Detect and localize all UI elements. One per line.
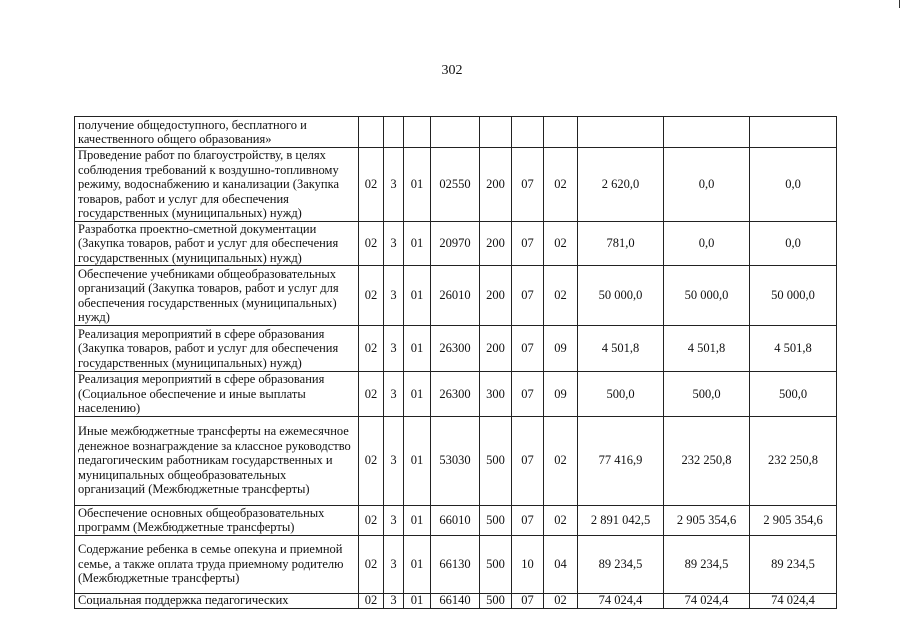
amount-3: 89 234,5: [750, 535, 837, 593]
code-event: 01: [404, 416, 431, 505]
table-row: [75, 535, 837, 593]
code-program: 02: [359, 416, 384, 505]
code-expense-type: 500: [480, 505, 512, 535]
code-subprogram: 3: [384, 148, 404, 222]
code-event: 01: [404, 266, 431, 326]
code-subsection: 09: [544, 372, 578, 417]
code-program: 02: [359, 148, 384, 222]
table-row: [75, 416, 837, 505]
code-event: 01: [404, 372, 431, 417]
row-description: получение общедоступного, бесплатного и качественного общего образования»: [75, 117, 359, 148]
code-expense-type: 500: [480, 535, 512, 593]
code-subsection: 02: [544, 266, 578, 326]
code-event: 01: [404, 326, 431, 372]
code-expense-type: 200: [480, 221, 512, 266]
code-direction: 66140: [431, 593, 480, 608]
row-description: Реализация мероприятий в сфере образования (Закупка товаров, работ и услуг для обеспечения государственных (муниципальных) нужд): [75, 326, 359, 372]
code-subprogram: 3: [384, 416, 404, 505]
amount-1: 50 000,0: [578, 266, 664, 326]
code-subsection: 02: [544, 505, 578, 535]
amount-2: 89 234,5: [664, 535, 750, 593]
code-expense-type: 500: [480, 416, 512, 505]
amount-3: 74 024,4: [750, 593, 837, 608]
table-row-continuation: [75, 117, 837, 148]
code-direction: 53030: [431, 416, 480, 505]
amount-2: 2 905 354,6: [664, 505, 750, 535]
row-description: Разработка проектно-сметной документации (Закупка товаров, работ и услуг для обеспечения государственных (муниципальных) нужд): [75, 221, 359, 266]
code-program: 02: [359, 221, 384, 266]
code-expense-type: 200: [480, 266, 512, 326]
code-direction: 66130: [431, 535, 480, 593]
amount-3: 2 905 354,6: [750, 505, 837, 535]
code-subprogram: 3: [384, 593, 404, 608]
code-expense-type: 300: [480, 372, 512, 417]
row-description: Содержание ребенка в семье опекуна и приемной семье, а также оплата труда приемному родителю (Межбюджетные трансферты): [75, 535, 359, 593]
amount-1: 781,0: [578, 221, 664, 266]
code-subprogram: 3: [384, 535, 404, 593]
code-subsection: 04: [544, 535, 578, 593]
amount-3: 50 000,0: [750, 266, 837, 326]
row-description: Социальная поддержка педагогических: [75, 593, 359, 608]
row-description: Проведение работ по благоустройству, в целях соблюдения требований к воздушно-топливному режиму, водоснабжению и канализации (Закупка товаров, работ и услуг для обеспечения государственных (муниципальных) нужд): [75, 148, 359, 222]
amount-2: 0,0: [664, 148, 750, 222]
row-description: Обеспечение учебниками общеобразовательных организаций (Закупка товаров, работ и услуг для обеспечения государственных (муниципальных) нужд): [75, 266, 359, 326]
code-subsection: 02: [544, 416, 578, 505]
code-subprogram: 3: [384, 372, 404, 417]
code-section: 07: [512, 148, 544, 222]
amount-3: 0,0: [750, 148, 837, 222]
code-direction: 02550: [431, 148, 480, 222]
code-subprogram: 3: [384, 505, 404, 535]
code-program: 02: [359, 266, 384, 326]
amount-1: 77 416,9: [578, 416, 664, 505]
code-program: 02: [359, 505, 384, 535]
code-section: 07: [512, 372, 544, 417]
code-direction: 26300: [431, 372, 480, 417]
code-subsection: 02: [544, 148, 578, 222]
code-program: 02: [359, 326, 384, 372]
code-subprogram: 3: [384, 266, 404, 326]
code-section: 07: [512, 326, 544, 372]
amount-3: 232 250,8: [750, 416, 837, 505]
code-event: 01: [404, 221, 431, 266]
code-event: 01: [404, 148, 431, 222]
code-event: 01: [404, 505, 431, 535]
code-program: 02: [359, 535, 384, 593]
code-program: 02: [359, 372, 384, 417]
code-subprogram: 3: [384, 326, 404, 372]
code-section: 10: [512, 535, 544, 593]
table-row: [75, 593, 837, 608]
code-direction: 66010: [431, 505, 480, 535]
amount-1: 4 501,8: [578, 326, 664, 372]
amount-2: 74 024,4: [664, 593, 750, 608]
amount-2: 232 250,8: [664, 416, 750, 505]
table-row: [75, 372, 837, 417]
table-row: [75, 326, 837, 372]
code-section: 07: [512, 416, 544, 505]
code-direction: 26300: [431, 326, 480, 372]
code-section: 07: [512, 221, 544, 266]
page-number: 302: [441, 63, 463, 78]
table-row: [75, 505, 837, 535]
code-subprogram: 3: [384, 221, 404, 266]
code-subsection: 02: [544, 221, 578, 266]
amount-1: 2 891 042,5: [578, 505, 664, 535]
amount-3: 4 501,8: [750, 326, 837, 372]
code-expense-type: 200: [480, 326, 512, 372]
code-section: 07: [512, 593, 544, 608]
row-description: Обеспечение основных общеобразовательных программ (Межбюджетные трансферты): [75, 505, 359, 535]
row-description: Иные межбюджетные трансферты на ежемесячное денежное вознаграждение за классное руководство педагогическим работникам государственных и муниципальных общеобразовательных организаций (Межбюджетные трансферты): [75, 416, 359, 505]
amount-2: 50 000,0: [664, 266, 750, 326]
amount-2: 4 501,8: [664, 326, 750, 372]
code-expense-type: 200: [480, 148, 512, 222]
code-subsection: 09: [544, 326, 578, 372]
code-direction: 20970: [431, 221, 480, 266]
budget-table: [74, 116, 837, 609]
code-event: 01: [404, 593, 431, 608]
code-section: 07: [512, 505, 544, 535]
code-direction: 26010: [431, 266, 480, 326]
amount-1: 89 234,5: [578, 535, 664, 593]
amount-3: 0,0: [750, 221, 837, 266]
code-subsection: 02: [544, 593, 578, 608]
amount-2: 500,0: [664, 372, 750, 417]
code-section: 07: [512, 266, 544, 326]
row-description: Реализация мероприятий в сфере образования (Социальное обеспечение и иные выплаты населению): [75, 372, 359, 417]
corner-mark: [899, 0, 900, 8]
table-row: [75, 266, 837, 326]
amount-3: 500,0: [750, 372, 837, 417]
amount-1: 500,0: [578, 372, 664, 417]
code-expense-type: 500: [480, 593, 512, 608]
code-event: 01: [404, 535, 431, 593]
amount-2: 0,0: [664, 221, 750, 266]
table-row: [75, 148, 837, 222]
code-program: 02: [359, 593, 384, 608]
amount-1: 74 024,4: [578, 593, 664, 608]
table-row: [75, 221, 837, 266]
amount-1: 2 620,0: [578, 148, 664, 222]
